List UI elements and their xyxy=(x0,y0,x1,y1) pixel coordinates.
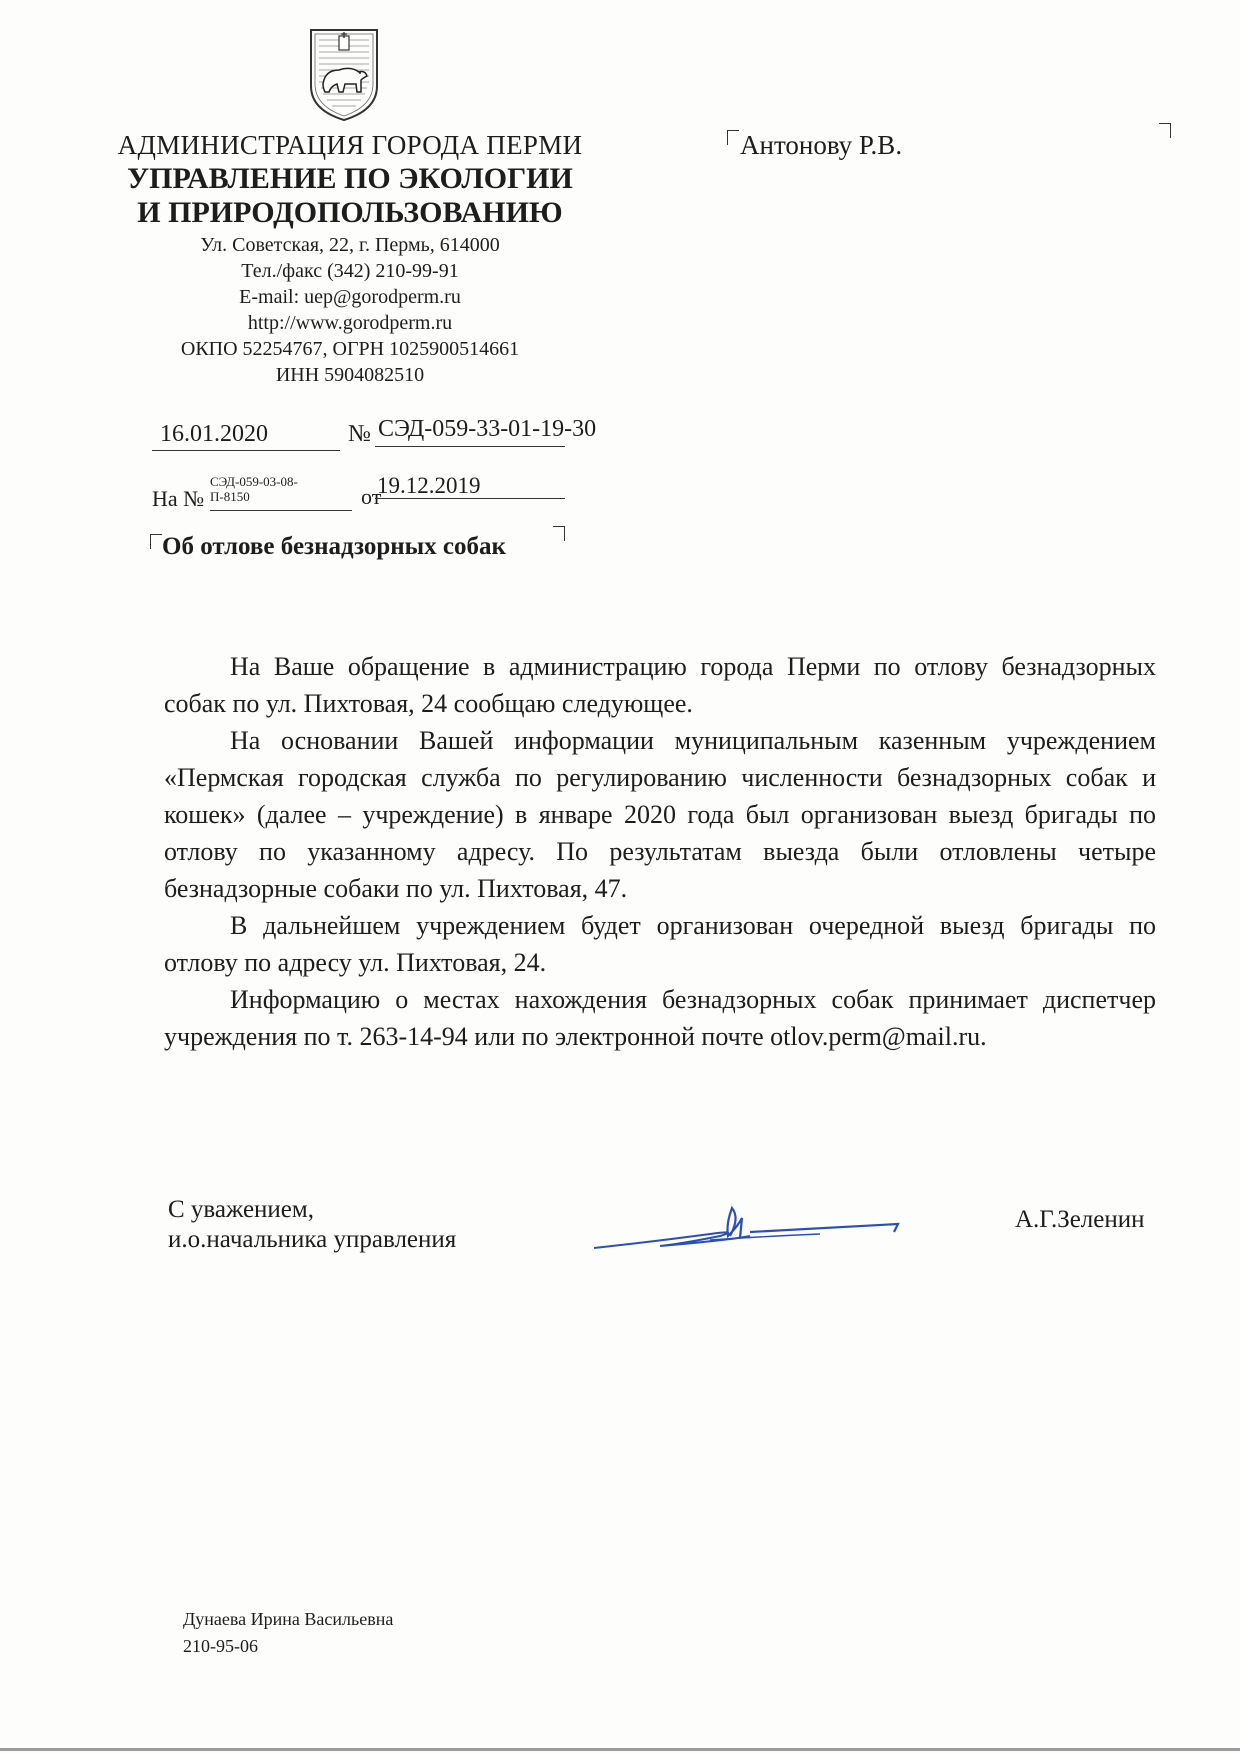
signer-position: и.о.начальника управления xyxy=(168,1226,457,1253)
paragraph-4: Информацию о местах нахождения безнадзорных собак принимает диспетчер учреждения по т. 263-14-94 или по электронной почте otlov.perm@mail.ru. xyxy=(164,985,1156,1051)
paragraph-2: На основании Вашей информации муниципальным казенным учреждением «Пермская городская служба по регулированию численности безнадзорных собак и кошек» (далее – учреждение) в январе 2020 года был организован выезд бригады по отлову по указанному адресу. По результатам выезда были отловлены четыре безнадзорные собаки по ул. Пихтовая, 47. xyxy=(164,726,1156,903)
outgoing-number: СЭД-059-33-01-19-30 xyxy=(378,416,597,442)
signer-name: А.Г.Зеленин xyxy=(1015,1206,1145,1233)
reference-underline xyxy=(210,510,352,511)
paragraph-3: В дальнейшем учреждением будет организован очередной выезд бригады по отлову по адресу ул. Пихтовая, 24. xyxy=(164,911,1156,977)
inn: ИНН 5904082510 xyxy=(275,364,425,386)
reference-prefix: На № xyxy=(152,486,205,511)
address: Ул. Советская, 22, г. Пермь, 614000 xyxy=(200,234,500,256)
reference-date-underline xyxy=(375,498,565,499)
subject-bracket-left xyxy=(150,534,162,549)
closing-regards: С уважением, xyxy=(168,1196,314,1223)
addressee: Антонову Р.В. xyxy=(740,130,903,160)
executor-name: Дунаева Ирина Васильевна xyxy=(183,1609,394,1629)
email: E-mail: uep@gorodperm.ru xyxy=(239,286,461,308)
outgoing-date: 16.01.2020 xyxy=(160,421,268,447)
registry-codes: ОКПО 52254767, ОГРН 1025900514661 xyxy=(180,338,520,360)
reference-ot: от xyxy=(361,484,382,509)
department-line-2: И ПРИРОДОПОЛЬЗОВАНИЮ xyxy=(137,196,563,229)
letter-body xyxy=(164,648,1156,1055)
number-sign: № xyxy=(348,421,371,447)
executor-phone: 210-95-06 xyxy=(183,1636,258,1656)
contact-details xyxy=(140,232,560,388)
scan-edge-line xyxy=(0,1748,1240,1751)
department-line-1: УПРАВЛЕНИЕ ПО ЭКОЛОГИИ xyxy=(127,162,573,195)
signature-icon xyxy=(590,1196,910,1256)
number-underline xyxy=(375,446,565,447)
reference-date: 19.12.2019 xyxy=(377,473,481,498)
addressee-bracket-left xyxy=(727,130,739,145)
paragraph-1: На Ваше обращение в администрацию города Перми по отлову безнадзорных собак по ул. Пихтовая, 24 сообщаю следующее. xyxy=(164,652,1156,718)
department-name xyxy=(120,162,580,230)
addressee-bracket-right xyxy=(1159,123,1171,138)
website: http://www.gorodperm.ru xyxy=(247,312,453,334)
subject: Об отлове безнадзорных собак xyxy=(162,533,506,560)
organization-name: АДМИНИСТРАЦИЯ ГОРОДА ПЕРМИ xyxy=(117,130,583,160)
reference-number: СЭД-059-03-08- П-8150 xyxy=(210,474,298,504)
phone: Тел./факс (342) 210-99-91 xyxy=(241,260,459,282)
coat-of-arms-icon xyxy=(305,26,383,122)
date-underline xyxy=(152,450,340,451)
